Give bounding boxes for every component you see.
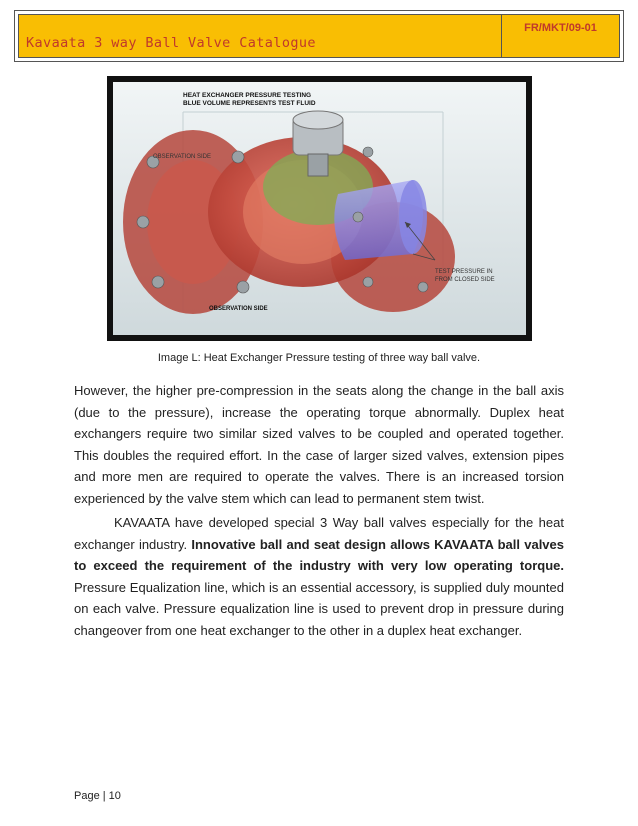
paragraph-1: However, the higher pre-compression in the seats along the change in the ball axis (due to the pressure), increase the operating torque abnormally. Duplex heat exchangers require two similar sized valves to be coupled and operated together. This doubles the required effort. In the case of larger sized valves, extension pipes and more men are required to operate the valves. There is an increased torsion experienced by the valve stem which can lead to permanent stem twist. (74, 383, 564, 506)
figure-title-line2: BLUE VOLUME REPRESENTS TEST FLUID (183, 100, 316, 107)
paragraph-2-rest: Pressure Equalization line, which is an essential accessory, is supplied duly mounted on each valve. Pressure equalization line is used to prevent drop in pressure during changeover from one heat exchanger to the other in a duplex heat exchanger. (74, 579, 564, 638)
header-title: Kavaata 3 way Ball Valve Catalogue (26, 35, 316, 51)
observation-side-bottom-label: OBSERVATION SIDE (209, 306, 268, 312)
header-title-cell (19, 15, 502, 57)
paragraph-2 (74, 512, 564, 641)
valve-illustration (113, 82, 526, 335)
observation-side-top-label: OBSERVATION SIDE (153, 154, 212, 160)
test-pressure-label-line1: TEST PRESSURE IN (435, 269, 493, 275)
test-pressure-label-line2: FROM CLOSED SIDE (435, 277, 495, 283)
figure-caption: Image L: Heat Exchanger Pressure testing of three way ball valve. (157, 352, 481, 364)
document-code: FR/MKT/09-01 (524, 22, 597, 34)
valve-figure (107, 76, 532, 341)
paragraph-2-intro: KAVAATA have developed special 3 Way ball valves especially for the heat exchanger industry. (74, 515, 564, 552)
figure-title-line1: HEAT EXCHANGER PRESSURE TESTING (183, 92, 312, 99)
page-number: Page | 10 (74, 790, 121, 802)
header-table (18, 14, 620, 58)
header-code-cell (502, 15, 619, 57)
page-header (14, 10, 624, 62)
paragraph-2-bold: Innovative ball and seat design allows KAVAATA ball valves to exceed the requirement of the industry with very low operating torque. (74, 536, 564, 573)
